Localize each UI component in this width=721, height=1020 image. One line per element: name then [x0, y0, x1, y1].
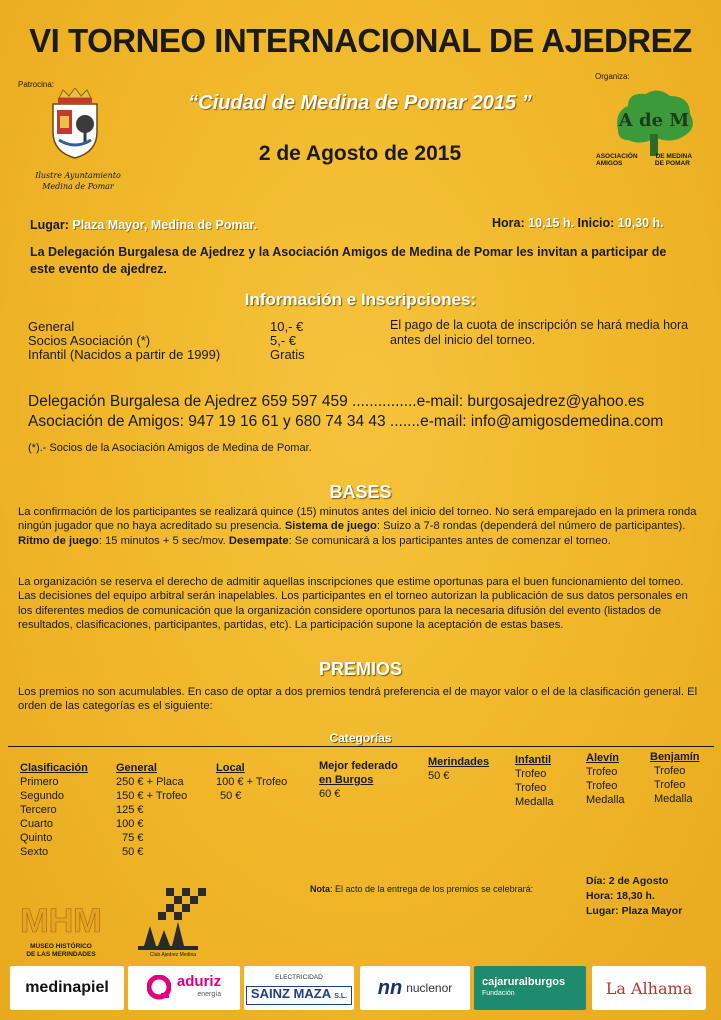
- col-federado: [319, 759, 398, 801]
- svg-text:MUSEO HISTÓRICO: MUSEO HISTÓRICO: [30, 943, 92, 950]
- prize-day: Día: 2 de Agosto: [586, 875, 669, 887]
- hora-label: Hora:: [492, 216, 525, 230]
- cell: 250 € + Placa: [116, 776, 184, 788]
- asoc-line3: DE MEDINA: [655, 153, 693, 160]
- fee-row: [28, 348, 318, 362]
- col-general: [116, 761, 187, 859]
- premios-text: Los premios no son acumulables. En caso de optar a dos premios tendrá preferencia el de mayor valor o el de la clasificación general. El orden de las categorías es el siguiente:: [18, 686, 698, 713]
- nota-text: : El acto de la entrega de los premios se celebrará:: [330, 884, 534, 894]
- cell: 100 € + Trofeo: [216, 776, 288, 788]
- sponsor-aduriz: [128, 966, 240, 1010]
- cell: Quinto: [20, 832, 53, 844]
- col-header: Infantil: [515, 754, 552, 766]
- hora-value: 10,15 h.: [528, 216, 575, 230]
- cell: Sexto: [20, 846, 49, 858]
- cell: Trofeo: [654, 765, 686, 777]
- subtitle: “Ciudad de Medina de Pomar 2015 ”: [188, 92, 532, 114]
- nuclenor-text: nuclenor: [406, 981, 453, 995]
- prize-note: [310, 884, 533, 894]
- cell: Medalla: [515, 796, 554, 808]
- col-header: Local: [216, 762, 245, 774]
- asoc-line4: DE POMAR: [654, 160, 690, 167]
- cell: 75 €: [122, 832, 144, 844]
- col-local: [216, 761, 287, 803]
- organizer-label: Organiza:: [595, 72, 630, 81]
- cell: Primero: [20, 776, 59, 788]
- cell: Trofeo: [515, 768, 547, 780]
- cell: Trofeo: [515, 782, 547, 794]
- bases-bold: Sistema de juego: [284, 520, 377, 533]
- sponsor-medinapiel: [10, 966, 124, 1010]
- cell: 125 €: [116, 804, 144, 816]
- sainz-text: SAINZ MAZA: [250, 985, 331, 1001]
- cell: 50 €: [220, 790, 242, 802]
- info-heading: Información e Inscripciones:: [244, 290, 477, 309]
- cell: 150 € + Trofeo: [116, 790, 188, 802]
- contact-delegacion: Delegación Burgalesa de Ajedrez 659 597 459 ...............e-mail: burgosajedrez@yahoo.es: [28, 393, 645, 410]
- bases-text: La confirmación de los participantes se realizará quince (15) minutos antes del inicio del torneo. No será emparejado en la primera ronda ningún jugador que no haya acreditado su presencia.: [18, 506, 697, 533]
- bases-text: : 15 minutos + 5 sec/mov.: [98, 534, 229, 547]
- contact-asociacion: Asociación de Amigos: 947 19 16 61 y 680 74 34 43 .......e-mail: info@amigosdemedina.com: [28, 413, 664, 430]
- cell: Trofeo: [586, 780, 618, 792]
- cajarural-sub: Fundación: [482, 990, 515, 997]
- cell: Medalla: [654, 793, 693, 805]
- cell: Cuarto: [20, 818, 54, 830]
- sponsor-cajarural: [474, 966, 586, 1010]
- bases-bold: Desempate: [228, 534, 289, 547]
- aduriz-sub: energía: [197, 991, 222, 998]
- intro-text: La Delegación Burgalesa de Ajedrez y la Asociación Amigos de Medina de Pomar les invitan a participar de este evento de ajedrez.: [30, 245, 667, 276]
- ayuntamiento-line2: Medina de Pomar: [42, 182, 114, 191]
- coat-of-arms-icon: [45, 88, 105, 160]
- prize-place: Lugar: Plaza Mayor: [586, 905, 683, 917]
- nuclenor-mark: nn: [377, 976, 403, 999]
- svg-text:DE LAS MERINDADES: DE LAS MERINDADES: [26, 951, 96, 958]
- fee-label: Socios Asociación (*): [28, 333, 151, 348]
- sainz-top: ELECTRICIDAD: [275, 973, 323, 981]
- prize-time: Hora: 18,30 h.: [586, 890, 655, 902]
- categorias-rule: [8, 746, 714, 747]
- col-header: Merindades: [428, 756, 490, 768]
- inicio-value: 10,30 h.: [617, 216, 664, 230]
- sponsor-sainz-maza: [244, 966, 354, 1010]
- asoc-line1: ASOCIACIÓN: [596, 153, 638, 160]
- fees-list: [28, 320, 318, 362]
- col-header: en Burgos: [319, 774, 374, 786]
- cell: 60 €: [319, 788, 341, 800]
- aduriz-text: aduriz: [176, 973, 222, 990]
- fee-value: Gratis: [270, 347, 305, 362]
- bases-text: : Suizo a 7-8 rondas (dependerá del número de participantes).: [376, 520, 686, 533]
- svg-text:MHM: MHM: [20, 902, 102, 940]
- cell: Segundo: [20, 790, 65, 802]
- col-header: Mejor federado: [319, 760, 398, 772]
- prize-details: [586, 874, 682, 919]
- lugar-value: Plaza Mayor, Medina de Pomar.: [72, 218, 258, 232]
- time-line: [492, 216, 664, 230]
- fee-value: 10,- €: [270, 319, 304, 334]
- bases-bold: Ritmo de juego: [18, 534, 99, 547]
- col-alevin: [586, 751, 625, 807]
- ayuntamiento-caption: [18, 170, 138, 192]
- asociacion-caption: [596, 153, 714, 167]
- aduriz-icon: [147, 975, 171, 1001]
- tree-logo-icon: [612, 88, 696, 158]
- venue-line: [30, 218, 257, 232]
- col-header: General: [116, 762, 157, 774]
- cell: Trofeo: [654, 779, 686, 791]
- poster-title: VI TORNEO INTERNACIONAL DE AJEDREZ: [29, 22, 692, 59]
- col-header: Benjamín: [650, 751, 700, 763]
- col-header: Clasificación: [20, 762, 88, 774]
- contact-block: [28, 392, 718, 432]
- fee-label: General: [28, 319, 75, 334]
- fee-value: 5,- €: [270, 333, 297, 348]
- bases-heading: BASES: [329, 482, 392, 502]
- museo-logo-icon: [20, 880, 102, 962]
- fee-label: Infantil (Nacidos a partir de 1999): [28, 347, 221, 362]
- col-header: Alevín: [586, 752, 620, 764]
- svg-text:Club Ajedrez Medina: Club Ajedrez Medina: [149, 952, 197, 957]
- cell: 50 €: [428, 770, 450, 782]
- patron-label: Patrocina:: [18, 80, 55, 89]
- cell: Tercero: [20, 804, 57, 816]
- sponsor-nuclenor: [360, 966, 470, 1010]
- asoc-line2: AMIGOS: [596, 160, 623, 167]
- cell: 100 €: [116, 818, 144, 830]
- col-merindades: [428, 755, 489, 783]
- cell: 50 €: [122, 846, 144, 858]
- svg-text:A de M: A de M: [618, 110, 690, 131]
- sainz-sl: S.L.: [334, 992, 348, 1000]
- cell: Trofeo: [586, 766, 618, 778]
- fee-row: [28, 320, 318, 334]
- alhama-text: La Alhama: [605, 978, 693, 998]
- lugar-label: Lugar:: [30, 218, 69, 232]
- categorias-label: Categorías: [329, 731, 392, 745]
- bases-paragraph-1: [18, 505, 700, 548]
- payment-note: El pago de la cuota de inscripción se hará media hora antes del inicio del torneo.: [390, 318, 689, 347]
- sponsor-medinapiel-text: medinapiel: [25, 979, 109, 996]
- ayuntamiento-line1: Ilustre Ayuntamiento: [35, 171, 121, 180]
- nota-label: Nota: [310, 884, 330, 894]
- inicio-label: Inicio:: [577, 216, 615, 230]
- bases-paragraph-2: La organización se reserva el derecho de admitir aquellas inscripciones que estime oportunas para el buen funcionamiento del torneo. Las decisiones del equipo arbitral serán inapelables. Los participantes en el torneo autorizan la publicación de sus datos personales en los diferentes medios de comunicación que la organización considere oportunos para la necesaria difusión del evento (listados de resultados, clasificaciones, participantes, partidas, etc). La participación supone la aceptación de estas bases.: [18, 576, 688, 631]
- cell: Medalla: [586, 794, 625, 806]
- col-benjamin: [650, 750, 700, 806]
- sponsor-la-alhama: [592, 966, 706, 1010]
- premios-heading: PREMIOS: [318, 659, 402, 679]
- cajarural-text: cajaruralburgos: [482, 976, 566, 988]
- event-date: 2 de Agosto de 2015: [258, 142, 462, 165]
- fee-row: [28, 334, 318, 348]
- col-infantil: [515, 753, 554, 809]
- col-clasificacion: [20, 761, 88, 859]
- bases-text: : Se comunicará a los participantes antes de comenzar el torneo.: [288, 534, 611, 547]
- socios-note: (*).- Socios de la Asociación Amigos de Medina de Pomar.: [28, 442, 312, 454]
- chess-club-logo-icon: [128, 882, 218, 957]
